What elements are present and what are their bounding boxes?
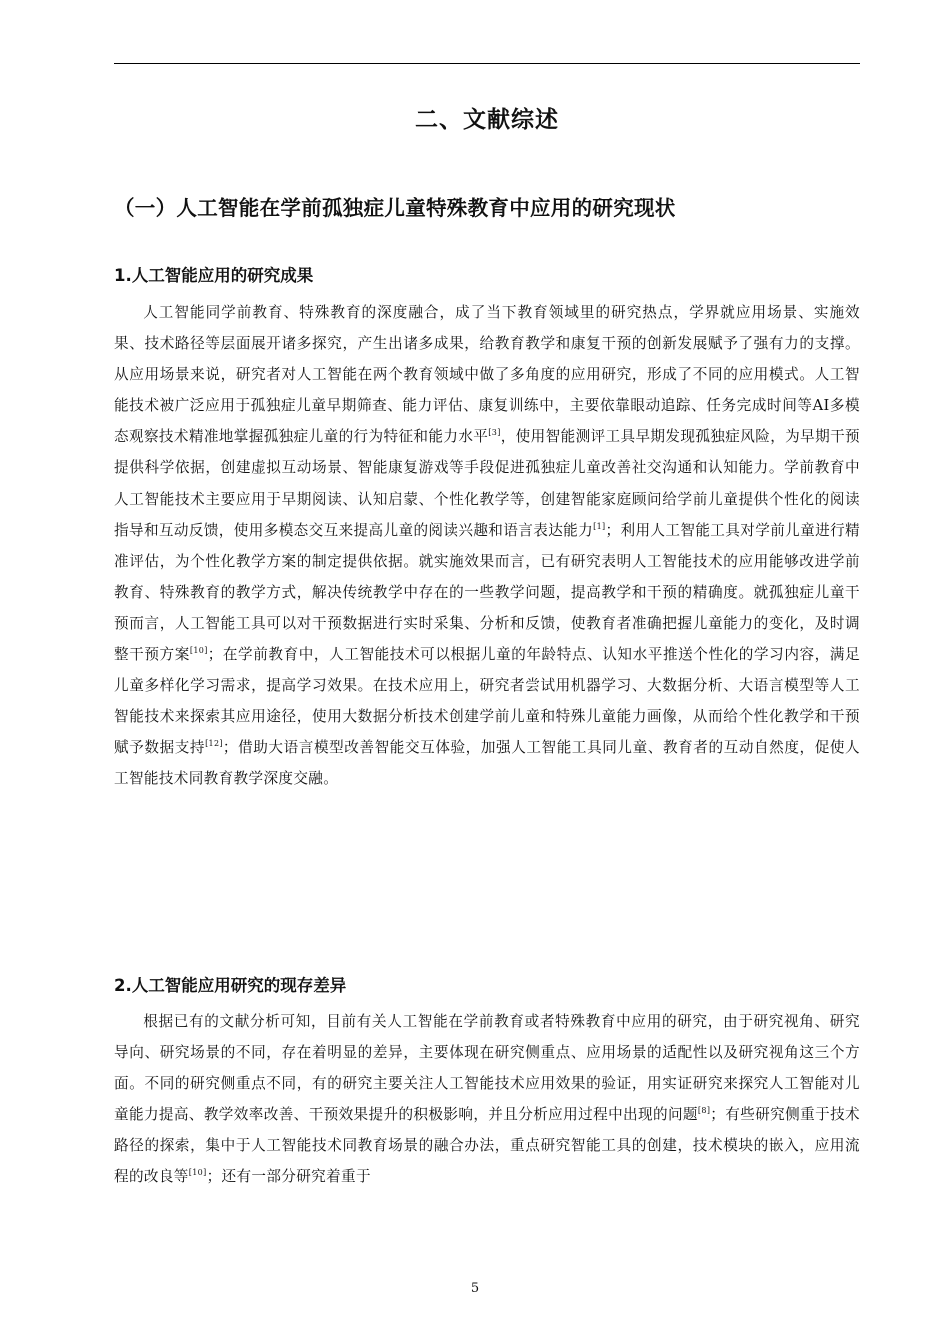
heading-research-differences: 2.人工智能应用研究的现存差异 — [114, 976, 347, 995]
text-run: ；利用人工智能工具对学前儿童进行精准评估，为个性化教学方案的制定提供依据。就实施效果而言，已有研究表明人工智能技术的应用能够改进学前教育、特殊教育的教学方式，解决传统教学中存在的一些教学问题，提高教学和干预的精确度。就孤独症儿童干预而言，人工智能工具可以对干预数据进行实时采集、分析和反馈，使教育者准确把握儿童能力的变化，及时调整干预方案 — [114, 521, 860, 664]
text-run: 根据已有的文献分析可知，目前有关人工智能在学前教育或者特殊教育中应用的研究，由于研究视角、研究导向、研究场景的不同，存在着明显的差异，主要体现在研究侧重点、应用场景的适配性以及研究视角这三个方面。不同的研究侧重点不同，有的研究主要关注人工智能技术应用效果的验证，用实证研究来探究人工智能对儿童能力提高、教学效率改善、干预效果提升的积极影响，并且分析应用过程中出现的问题 — [114, 1013, 860, 1124]
header-rule — [114, 63, 860, 64]
heading-research-results: 1.人工智能应用的研究成果 — [114, 266, 314, 285]
citation-marker: [10] — [188, 1168, 207, 1178]
text-run: ；有些研究侧重于技术路径的探索，集中于人工智能技术同教育场景的融合办法，重点研究智能工具的创建，技术模块的嵌入，应用流程的改良等 — [114, 1106, 860, 1186]
citation-marker: [12] — [205, 739, 223, 749]
text-run: ；在学前教育中，人工智能技术可以根据儿童的年龄特点、认知水平推送个性化的学习内容，满足儿童多样化学习需求，提高学习效果。在技术应用上，研究者尝试用机器学习、大数据分析、大语言模型等人工智能技术来探索其应用途径，使用大数据分析技术创建学前儿童和特殊儿童能力画像，从而给个性化教学和干预赋予数据支持 — [114, 646, 860, 757]
text-run: ；借助大语言模型改善智能交互体验，加强人工智能工具同儿童、教育者的互动自然度，促使人工智能技术同教育教学深度交融。 — [114, 739, 860, 788]
section-title: 二、文献综述 — [415, 107, 559, 133]
citation-marker: [8] — [697, 1106, 711, 1116]
text-run: 人工智能同学前教育、特殊教育的深度融合，成了当下教育领域里的研究热点，学界就应用场景、实施效果、技术路径等层面展开诸多探究，产生出诸多成果，给教育教学和康复干预的创新发展赋予了强有力的支撑。从应用场景来说，研究者对人工智能在两个教育领域中做了多角度的应用研究，形成了不同的应用模式。人工智能技术被广泛应用于孤独症儿童早期筛查、能力评估、康复训练中，主要依靠眼动追踪、任务完成时间等AI多模态观察技术精准地掌握孤独症儿童的行为特征和能力水平 — [114, 304, 860, 446]
text-run: ；还有一部分研究着重于 — [206, 1168, 371, 1186]
page-number: 5 — [470, 1281, 480, 1296]
citation-marker: [10] — [189, 646, 208, 656]
paragraph-research-results — [114, 297, 860, 795]
citation-marker: [1] — [593, 521, 606, 531]
citation-marker: [3] — [488, 428, 501, 438]
text-run: ，使用智能测评工具早期发现孤独症风险，为早期干预提供科学依据，创建虚拟互动场景、智能康复游戏等手段促进孤独症儿童改善社交沟通和认知能力。学前教育中人工智能技术主要应用于早期阅读、认知启蒙、个性化教学等，创建智能家庭顾问给学前儿童提供个性化的阅读指导和互动反馈，使用多模态交互来提高儿童的阅读兴趣和语言表达能力 — [114, 428, 860, 539]
subsection-title: （一）人工智能在学前孤独症儿童特殊教育中应用的研究现状 — [114, 196, 676, 220]
paragraph-research-differences — [114, 1006, 860, 1193]
